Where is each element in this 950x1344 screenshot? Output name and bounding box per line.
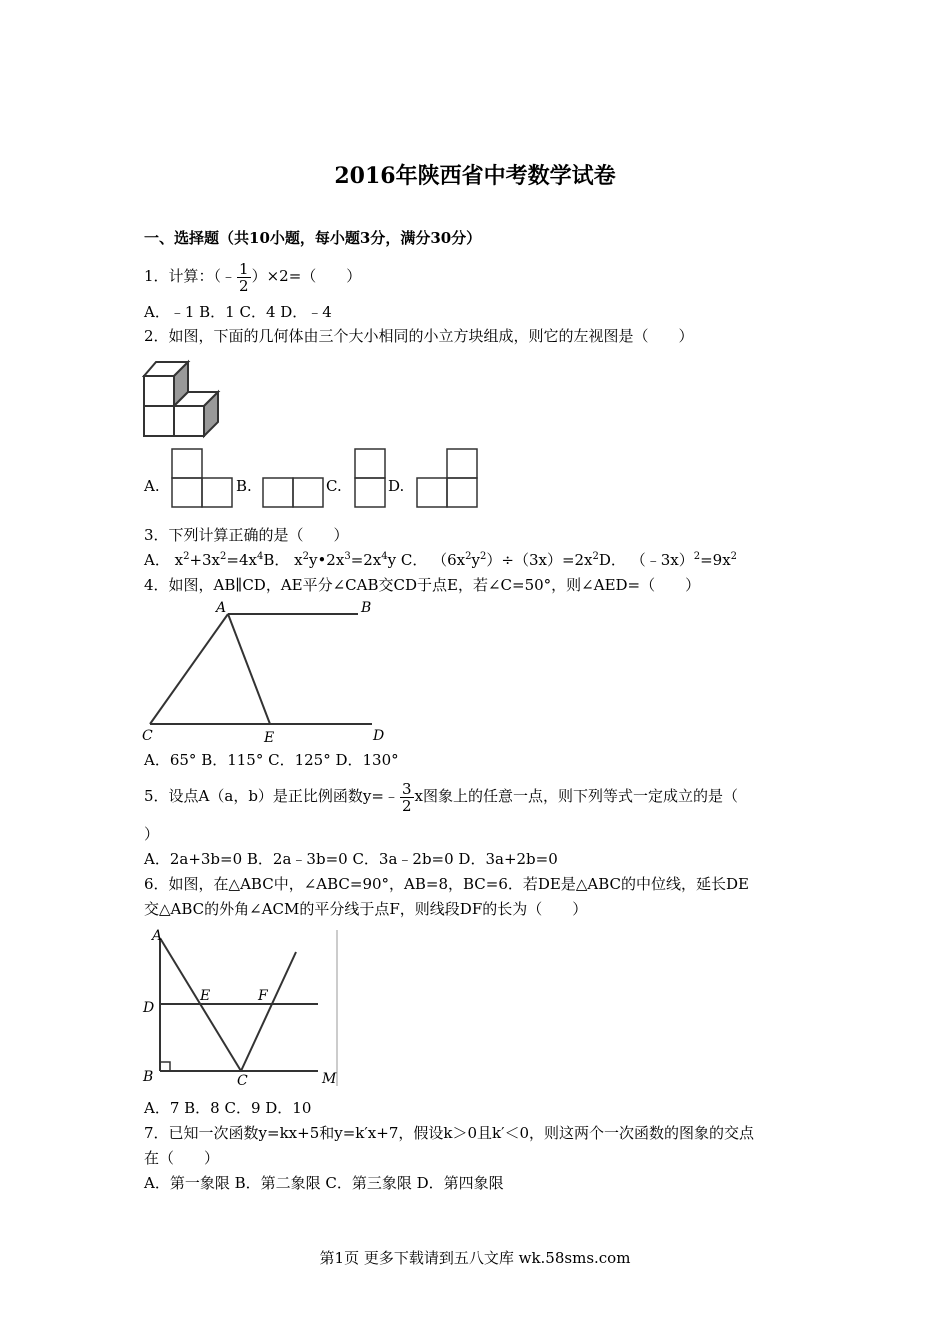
question-1 <box>144 260 361 294</box>
q2-option-a-label: A. <box>144 477 160 495</box>
q5-frac-den: 2 <box>401 796 412 815</box>
question-7-line2: 在（ ） <box>144 1149 220 1167</box>
q4-options: A．65° B．115° C．125° D．130° <box>144 751 399 769</box>
q4-point-d: D <box>373 728 385 744</box>
q6-point-f: F <box>258 988 268 1004</box>
q2-option-b-label: B. <box>236 477 252 495</box>
q4-point-e: E <box>264 730 275 744</box>
q6-options: A．7 B．8 C．9 D．10 <box>144 1099 312 1117</box>
q4-point-c: C <box>142 728 153 744</box>
q2-cube-figure <box>142 358 222 440</box>
q5-prefix: 5．设点A（a，b）是正比例函数y=﹣ <box>144 787 399 805</box>
page-footer: 第1页 更多下载请到五八文库 wk.58sms.com <box>319 1249 631 1267</box>
q6-point-a: A <box>152 928 163 944</box>
q2-option-a-figure <box>170 447 234 509</box>
q6-point-m: M <box>322 1071 337 1087</box>
question-5 <box>144 780 738 814</box>
q1-options: A．﹣1 B．1 C．4 D．﹣4 <box>144 303 332 321</box>
q5-frac-num: 3 <box>401 779 412 798</box>
q6-point-d: D <box>143 1000 155 1016</box>
q1-suffix: ）×2=（ ） <box>251 267 362 285</box>
question-3: 3．下列计算正确的是（ ） <box>144 526 349 544</box>
section-heading: 一、选择题（共10小题，每小题3分，满分30分） <box>144 229 482 247</box>
q2-option-b-figure <box>261 476 325 509</box>
q6-geometry-figure <box>140 926 346 1088</box>
question-4: 4．如图，AB∥CD，AE平分∠CAB交CD于点E，若∠C=50°，则∠AED=（ ） <box>144 576 701 594</box>
q2-option-d-label: D. <box>388 477 405 495</box>
q1-frac-num: 1 <box>239 259 249 278</box>
q6-point-c: C <box>237 1073 248 1088</box>
q2-option-d-figure <box>415 447 479 509</box>
q4-geometry-figure <box>140 598 390 744</box>
q3-options: A． $x^2+3x^2=4x^4B$． $x^2y•2x^3=2x^4y$ C． $(6x^2y^2)\div(3x)=2x^2D$． $(﹣3x)^2=9x^2$ <box>144 551 738 569</box>
q2-option-c-figure <box>353 447 387 509</box>
q1-frac-den: 2 <box>239 276 249 295</box>
q1-fraction <box>237 261 251 294</box>
q6-point-b: B <box>143 1069 154 1085</box>
q2-option-c-label: C. <box>326 477 342 495</box>
q5-line2: ） <box>144 825 160 843</box>
question-6-line2: 交△ABC的外角∠ACM的平分线于点F，则线段DF的长为（ ） <box>144 900 588 918</box>
question-6-line1: 6．如图，在△ABC中，∠ABC=90°，AB=8，BC=6．若DE是△ABC的中位线，延长DE <box>144 875 749 893</box>
q4-point-b: B <box>361 600 372 616</box>
q6-point-e: E <box>200 988 211 1004</box>
q5-fraction <box>400 781 414 814</box>
question-2: 2．如图，下面的几何体由三个大小相同的小立方块组成，则它的左视图是（ ） <box>144 327 694 345</box>
q5-suffix: x图象上的任意一点，则下列等式一定成立的是（ <box>414 787 738 805</box>
question-7-line1: 7．已知一次函数y=kx+5和y=k′x+7，假设k＞0且k′＜0，则这两个一次函数的图象的交点 <box>144 1124 755 1142</box>
q4-point-a: A <box>216 600 227 616</box>
q5-options: A．2a+3b=0 B．2a﹣3b=0 C．3a﹣2b=0 D．3a+2b=0 <box>144 850 558 868</box>
page-title: 2016年陕西省中考数学试卷 <box>334 163 616 189</box>
q1-prefix: 1．计算：（﹣ <box>144 267 237 285</box>
q7-options: A．第一象限 B．第二象限 C．第三象限 D．第四象限 <box>144 1174 504 1192</box>
